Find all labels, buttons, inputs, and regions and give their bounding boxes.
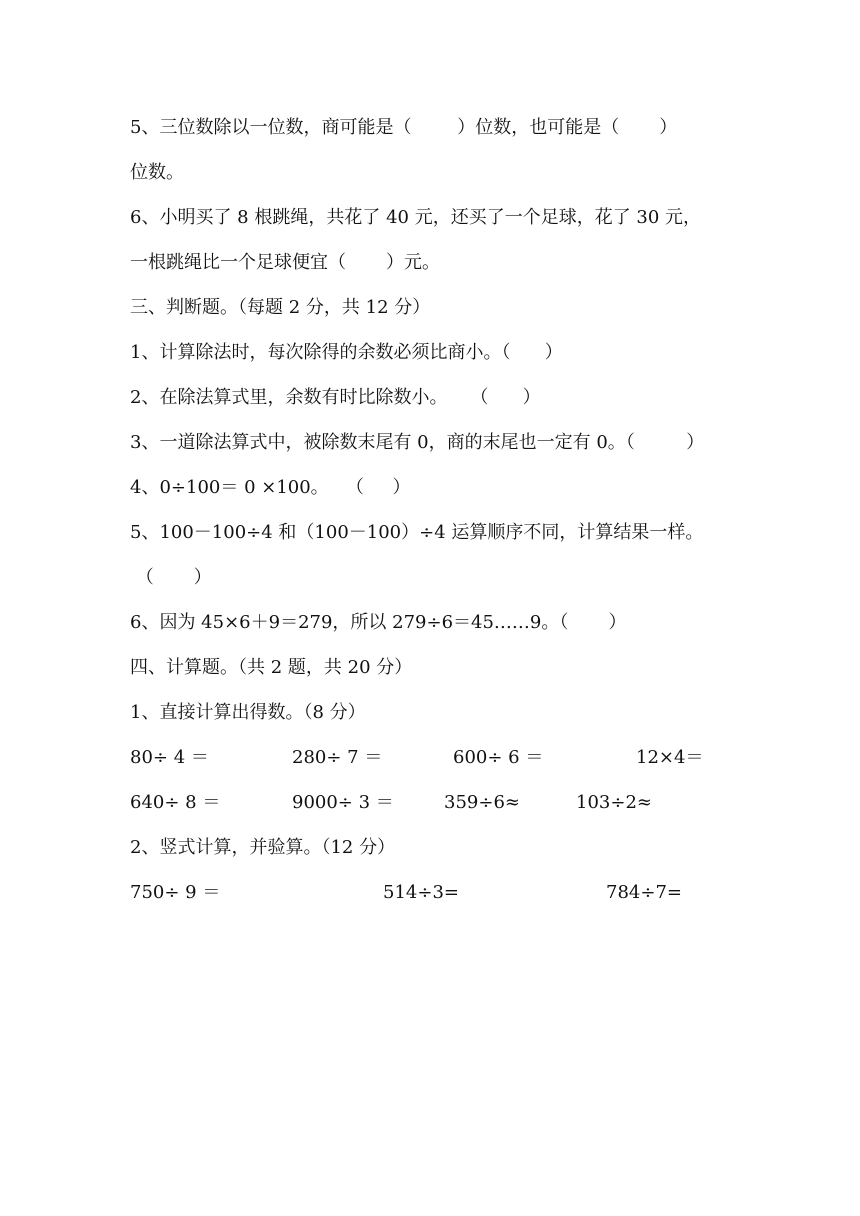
calc-problem: 600÷ 6 ＝ <box>453 747 544 768</box>
fill-question-6-continued: 一根跳绳比一个足球便宜（ ）元。 <box>130 252 441 273</box>
calc-problem: 359÷6≈ <box>444 792 520 813</box>
judge-question-1: 1、计算除法时，每次除得的余数必须比商小。（ ） <box>130 342 563 363</box>
vertical-calc-problem: 784÷7= <box>606 882 682 903</box>
judge-question-6: 6、因为 45×6＋9＝279，所以 279÷6＝45……9。（ ） <box>130 612 627 633</box>
judge-question-3: 3、一道除法算式中，被除数末尾有 0，商的末尾也一定有 0。（ ） <box>130 432 705 453</box>
fill-question-5: 5、三位数除以一位数，商可能是（ ）位数，也可能是（ ） <box>130 117 678 138</box>
calc-problem: 640÷ 8 ＝ <box>130 792 221 813</box>
calc-problem: 12×4＝ <box>636 747 704 768</box>
calc-problem: 103÷2≈ <box>576 792 652 813</box>
judge-question-4: 4、0÷100＝ 0 ×100。 （ ） <box>130 477 411 498</box>
calc-part1-title: 1、直接计算出得数。（8 分） <box>130 702 366 723</box>
fill-question-5-continued: 位数。 <box>130 162 184 183</box>
vertical-calc-problem: 750÷ 9 ＝ <box>130 882 221 903</box>
judge-section-heading: 三、判断题。（每题 2 分，共 12 分） <box>130 297 431 318</box>
fill-question-6: 6、小明买了 8 根跳绳，共花了 40 元，还买了一个足球，花了 30 元， <box>130 207 702 228</box>
calc-problem: 80÷ 4 ＝ <box>130 747 209 768</box>
calc-problem: 280÷ 7 ＝ <box>292 747 383 768</box>
calc-problem: 9000÷ 3 ＝ <box>292 792 394 813</box>
calc-part2-title: 2、竖式计算，并验算。（12 分） <box>130 837 396 858</box>
judge-question-5: 5、100－100÷4 和（100－100）÷4 运算顺序不同，计算结果一样。 <box>130 522 704 543</box>
calc-section-heading: 四、计算题。（共 2 题，共 20 分） <box>130 657 413 678</box>
vertical-calc-problem: 514÷3= <box>383 882 459 903</box>
judge-question-2: 2、在除法算式里，余数有时比除数小。 （ ） <box>130 387 541 408</box>
judge-question-5-blank: （ ） <box>130 567 212 588</box>
